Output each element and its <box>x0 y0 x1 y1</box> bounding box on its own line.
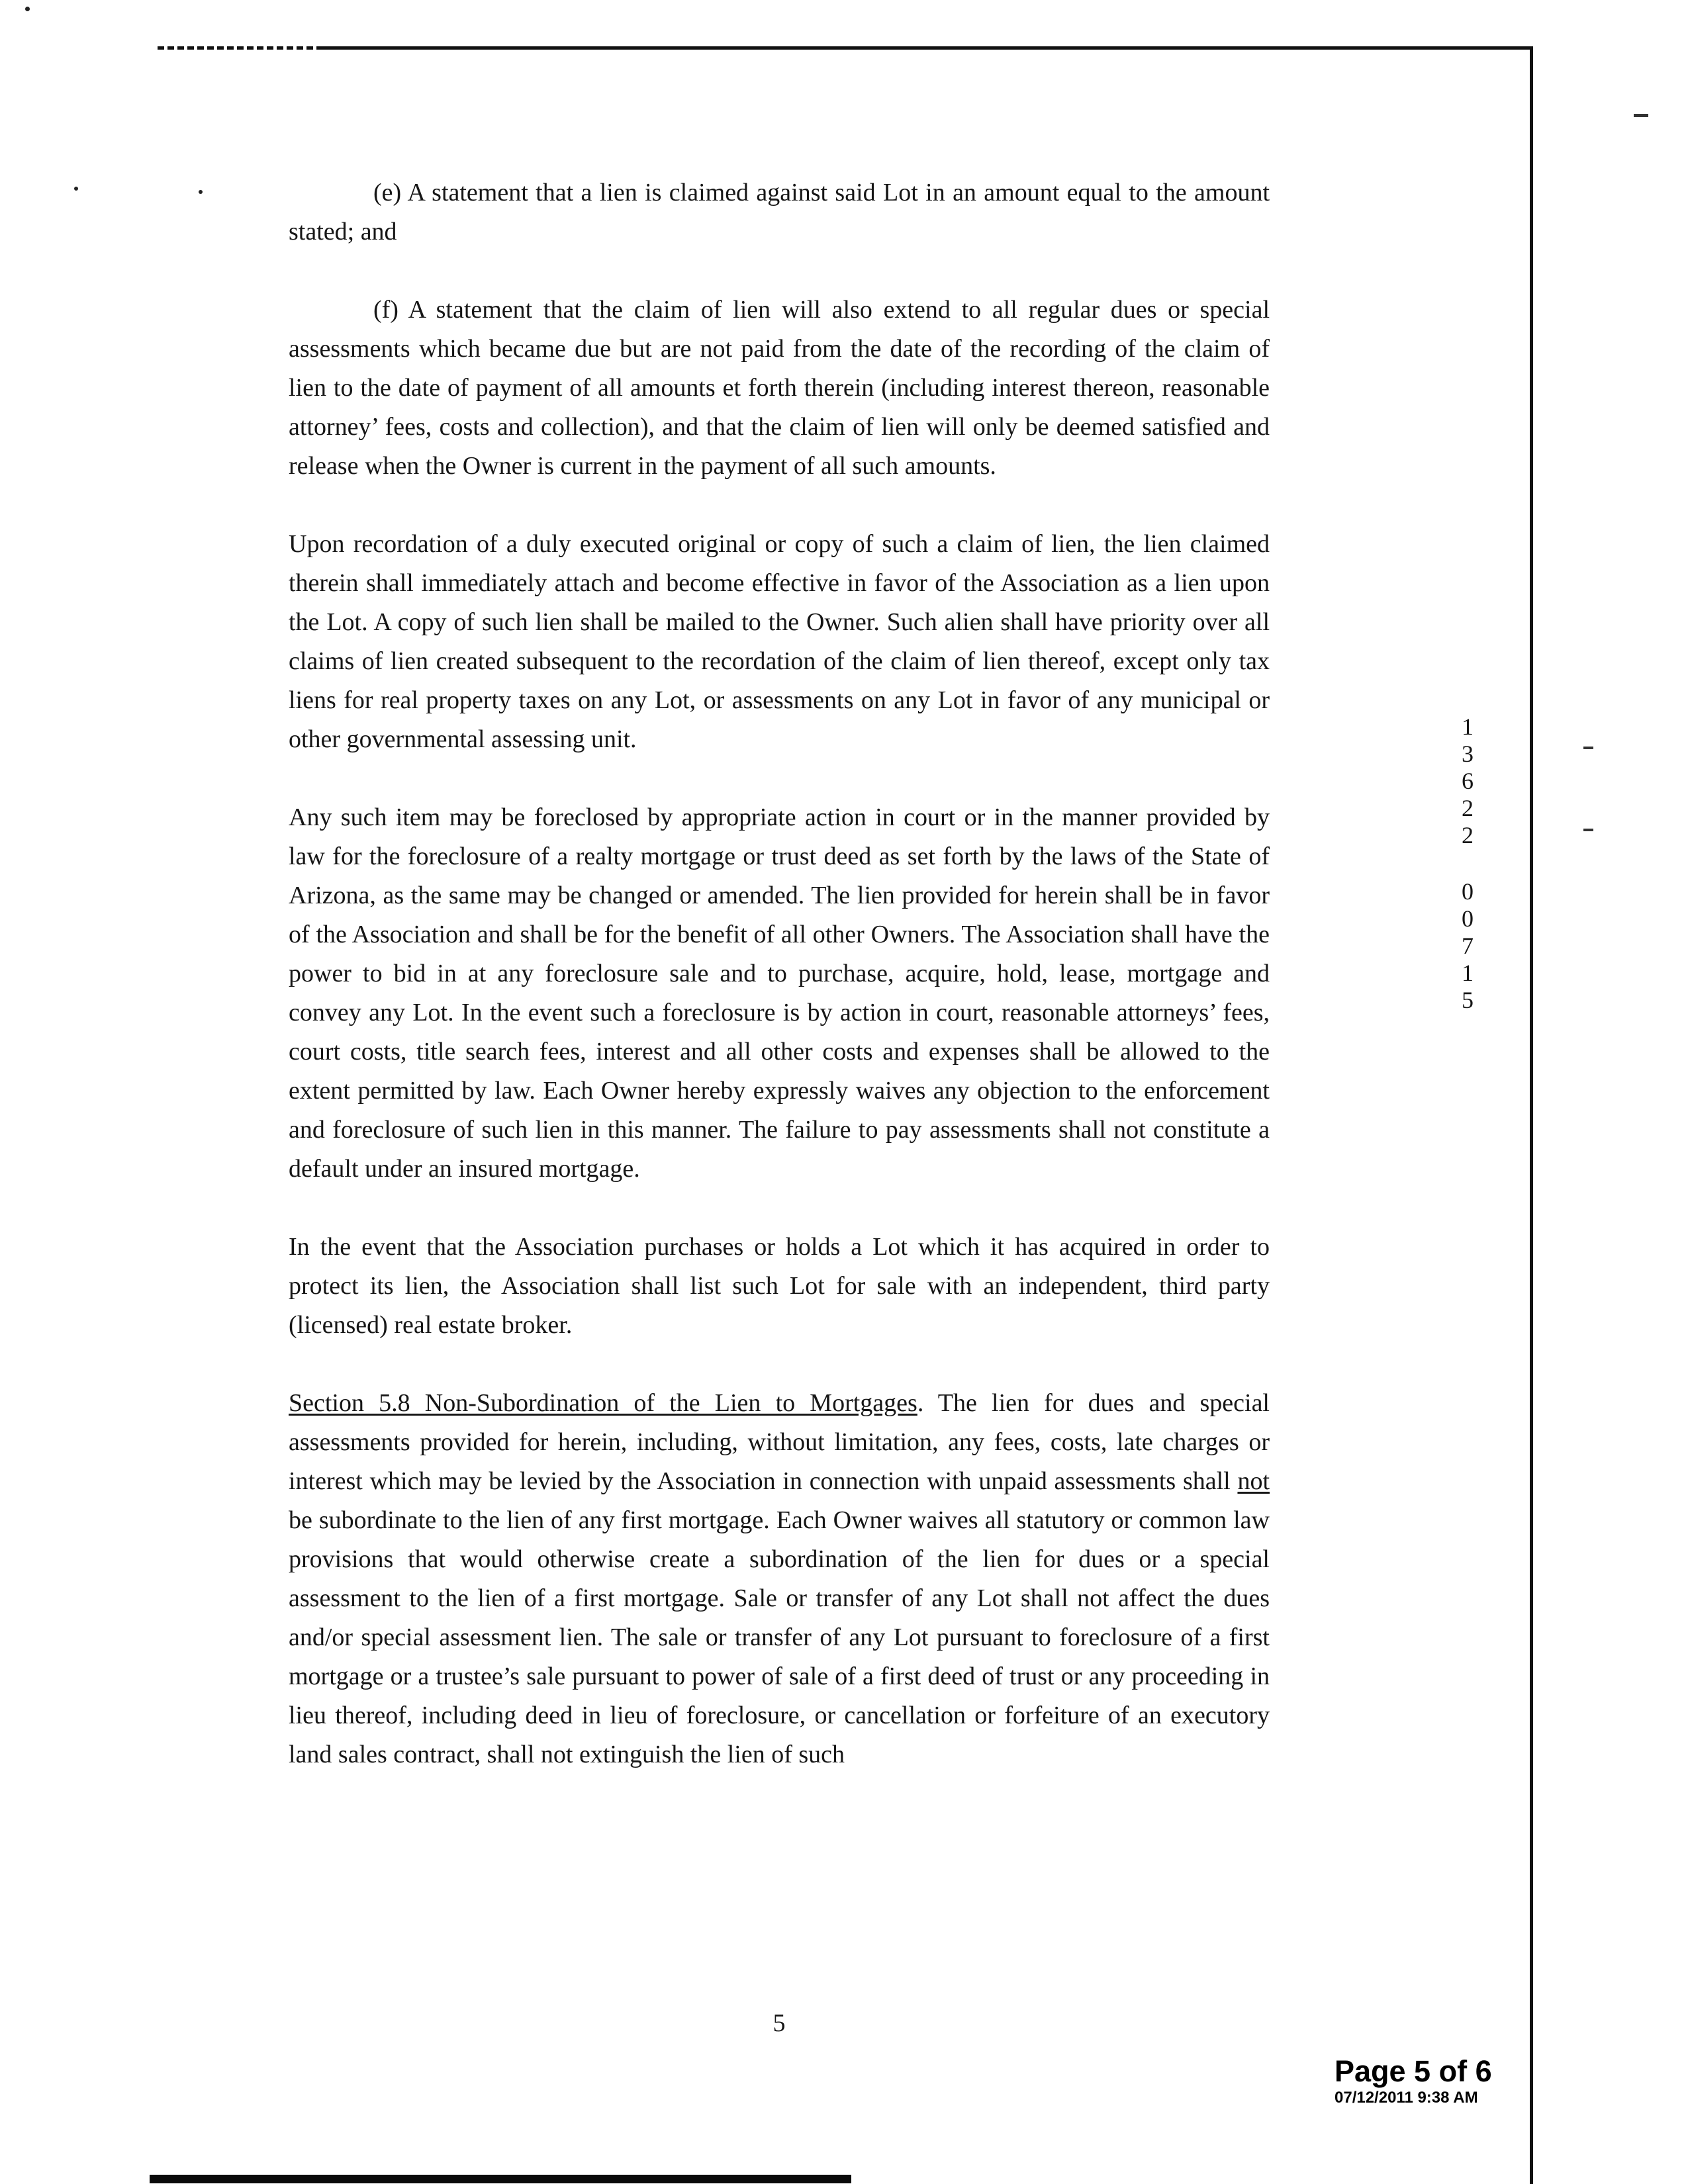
scan-artifact <box>1583 747 1593 749</box>
scan-artifact <box>74 187 78 191</box>
top-border-line <box>318 46 1533 50</box>
paragraph-item-f: (f) A statement that the claim of lien will also extend to all regular dues or special assessments which became due but are not paid from the date of the recording of the claim of lien to the date of payment of all amounts et forth therein (including interest thereon, reasonable attorney’ fees, costs and collection), and that the claim of lien will only be deemed satisfied and release when the Owner is current in the payment of all such amounts. <box>289 296 1270 480</box>
top-border-dashed-line <box>158 46 323 50</box>
recording-number-bottom: 00715 <box>1462 878 1474 1013</box>
scan-artifact <box>1634 114 1648 117</box>
paragraph-foreclosure: Any such item may be foreclosed by appropriate action in court or in the manner provided by law for the foreclosure of a realty mortgage or trust deed as set forth by the laws of the State of Arizona, as the same may be changed or amended. The lien provided for herein shall be in favor of the Association and shall be for the benefit of all other Owners. The Association shall have the power to bid in at any foreclosure sale and to purchase, acquire, hold, lease, mortgage and convey any Lot. In the event such a foreclosure is by action in court, reasonable attorneys’ fees, court costs, title search fees, interest and all other costs and expenses shall be allowed to the extent permitted by law. Each Owner hereby expressly waives any objection to the enforcement and foreclosure of such lien in this manner. The failure to pay assessments shall not constitute a default under an insured mortgage. <box>289 803 1270 1183</box>
right-border-line <box>1530 46 1533 2184</box>
print-footer <box>1335 2055 1492 2108</box>
section-5-8-heading: Section 5.8 Non-Subordination of the Lien to Mortgages <box>289 1389 917 1417</box>
scan-artifact <box>25 7 30 11</box>
recording-number-stamp <box>1462 713 1479 1014</box>
section-5-8-text: . The lien for dues and special assessments provided for herein, including, without limitation, any fees, costs, late charges or interest which may be levied by the Association in connection with unpaid assessments shall <box>289 1389 1270 1495</box>
paragraph-upon-recordation: Upon recordation of a duly executed original or copy of such a claim of lien, the lien claimed therein shall immediately attach and become effective in favor of the Association as a lien upon the Lot. A copy of such lien shall be mailed to the Owner. Such alien shall have priority over all claims of lien created subsequent to the recordation of the claim of lien thereof, except only tax liens for real property taxes on any Lot, or assessments on any Lot in favor of any municipal or other governmental assessing unit. <box>289 530 1270 753</box>
paragraph-item-e: (e) A statement that a lien is claimed against said Lot in an amount equal to the amount stated; and <box>289 179 1270 246</box>
paragraph-section-5-8 <box>289 1384 1270 1774</box>
footer-timestamp: 07/12/2011 9:38 AM <box>1335 2089 1478 2107</box>
bottom-scan-edge <box>150 2175 851 2183</box>
recording-number-top: 13622 <box>1462 713 1474 848</box>
scan-artifact <box>1583 829 1593 831</box>
section-5-8-underlined-not: not <box>1237 1467 1270 1495</box>
page-number: 5 <box>773 2009 786 2037</box>
paragraph-association-purchase: In the event that the Association purchases or holds a Lot which it has acquired in order to protect its lien, the Association shall list such Lot for sale with an independent, third party (licensed) real estate broker. <box>289 1233 1270 1339</box>
footer-page-label: Page 5 of 6 <box>1335 2054 1492 2088</box>
scan-artifact <box>199 190 203 194</box>
document-body <box>289 173 1270 1813</box>
section-5-8-rest: be subordinate to the lien of any first mortgage. Each Owner waives all statutory or common law provisions that would otherwise create a subordination of the lien for dues or a special assessment to the lien of a first mortgage. Sale or transfer of any Lot shall not affect the dues and/or special assessment lien. The sale or transfer of any Lot pursuant to foreclosure of a first mortgage or a trustee’s sale pursuant to power of sale of a first deed of trust or any proceeding in lieu thereof, including deed in lieu of foreclosure, or cancellation or forfeiture of an executory land sales contract, shall not extinguish the lien of such <box>289 1506 1270 1768</box>
